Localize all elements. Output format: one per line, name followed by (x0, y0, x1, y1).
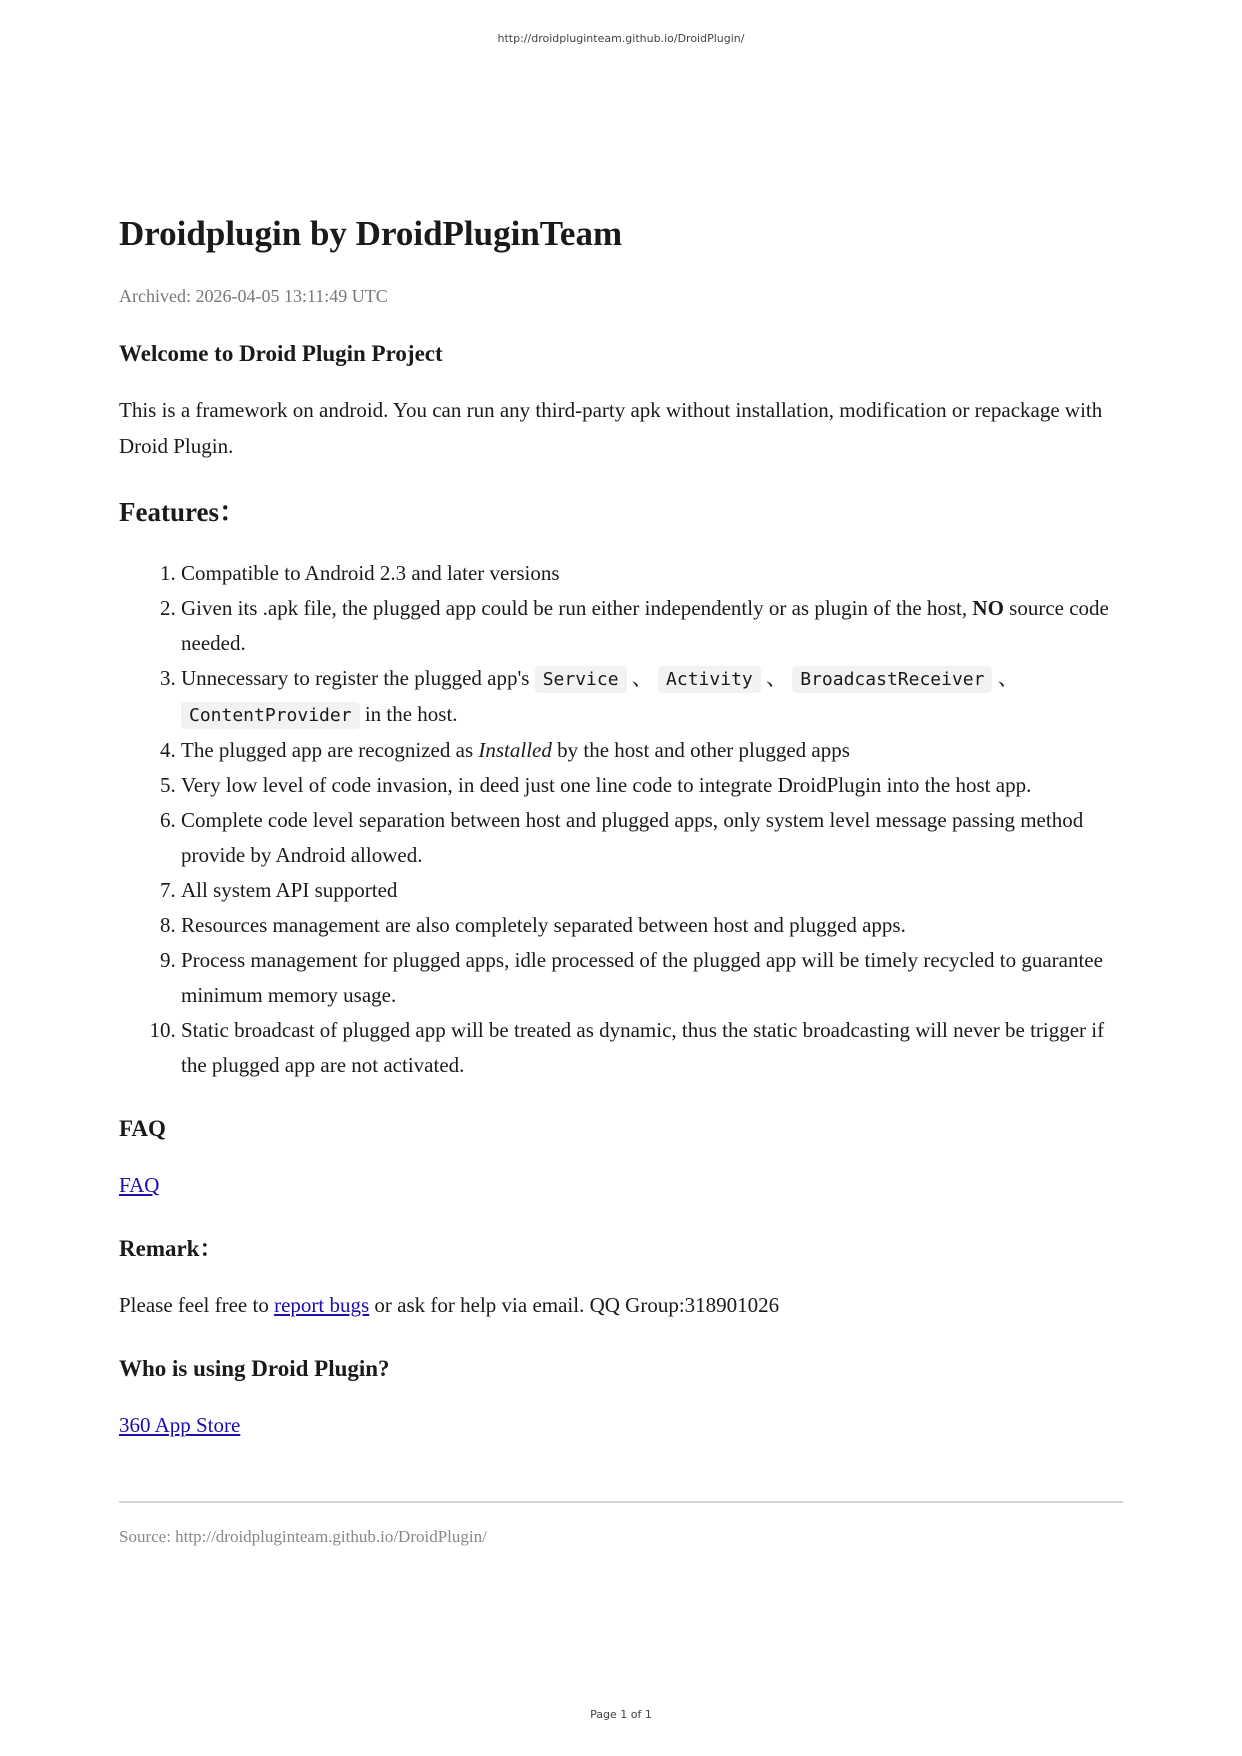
faq-paragraph (119, 1167, 1123, 1203)
users-heading: Who is using Droid Plugin? (119, 1356, 390, 1381)
list-item: 9. Process management for plugged apps, idle processed of the plugged app will be timely recycled to guarantee minimum memory usage. (181, 943, 1123, 1013)
remark-heading: Remark： (119, 1236, 223, 1261)
emphasis-no: NO (972, 596, 1004, 620)
faq-link[interactable]: FAQ (119, 1173, 160, 1197)
list-item: 1. Compatible to Android 2.3 and later versions (181, 556, 1123, 591)
page-number: Page 1 of 1 (590, 1708, 652, 1721)
document-content (119, 210, 1123, 1549)
users-paragraph (119, 1407, 1123, 1443)
code-service: Service (535, 666, 627, 693)
app-store-link[interactable]: 360 App Store (119, 1413, 241, 1437)
features-heading: Features： (119, 497, 246, 527)
report-bugs-link[interactable]: report bugs (274, 1293, 370, 1317)
code-contentprovider: ContentProvider (181, 702, 360, 729)
list-item: 3. Unnecessary to register the plugged app's Service 、 Activity 、 BroadcastReceiver 、 ContentProvider in the host. (181, 661, 1123, 733)
welcome-text: This is a framework on android. You can run any third-party apk without installation, modification or repackage with Droid Plugin. (119, 398, 1103, 458)
list-item: 8. Resources management are also completely separated between host and plugged apps. (181, 908, 1123, 943)
divider (119, 1501, 1123, 1503)
page-header-url: http://droidpluginteam.github.io/DroidPlugin/ (497, 32, 745, 45)
list-item: 4. The plugged app are recognized as Installed by the host and other plugged apps (181, 733, 1123, 768)
code-broadcastreceiver: BroadcastReceiver (792, 666, 992, 693)
faq-heading: FAQ (119, 1116, 166, 1141)
features-list (119, 556, 1123, 1083)
list-item: 5. Very low level of code invasion, in deed just one line code to integrate DroidPlugin into the host app. (181, 768, 1123, 803)
emphasis-installed: Installed (478, 738, 552, 762)
welcome-heading: Welcome to Droid Plugin Project (119, 341, 443, 366)
source-url: Source: http://droidpluginteam.github.io/DroidPlugin/ (119, 1527, 487, 1546)
code-activity: Activity (658, 666, 761, 693)
archived-timestamp: Archived: 2026-04-05 13:11:49 UTC (119, 286, 388, 306)
list-item: 10. Static broadcast of plugged app will be treated as dynamic, thus the static broadcasting will never be trigger if the plugged app are not activated. (181, 1013, 1123, 1083)
list-item: 7. All system API supported (181, 873, 1123, 908)
page-title: Droidplugin by DroidPluginTeam (119, 214, 623, 253)
list-item: 6. Complete code level separation between host and plugged apps, only system level message passing method provide by Android allowed. (181, 803, 1123, 873)
list-item: 2. Given its .apk file, the plugged app could be run either independently or as plugin of the host, NO source code needed. (181, 591, 1123, 661)
remark-text: Please feel free to report bugs or ask for help via email. QQ Group:318901026 (119, 1293, 780, 1317)
